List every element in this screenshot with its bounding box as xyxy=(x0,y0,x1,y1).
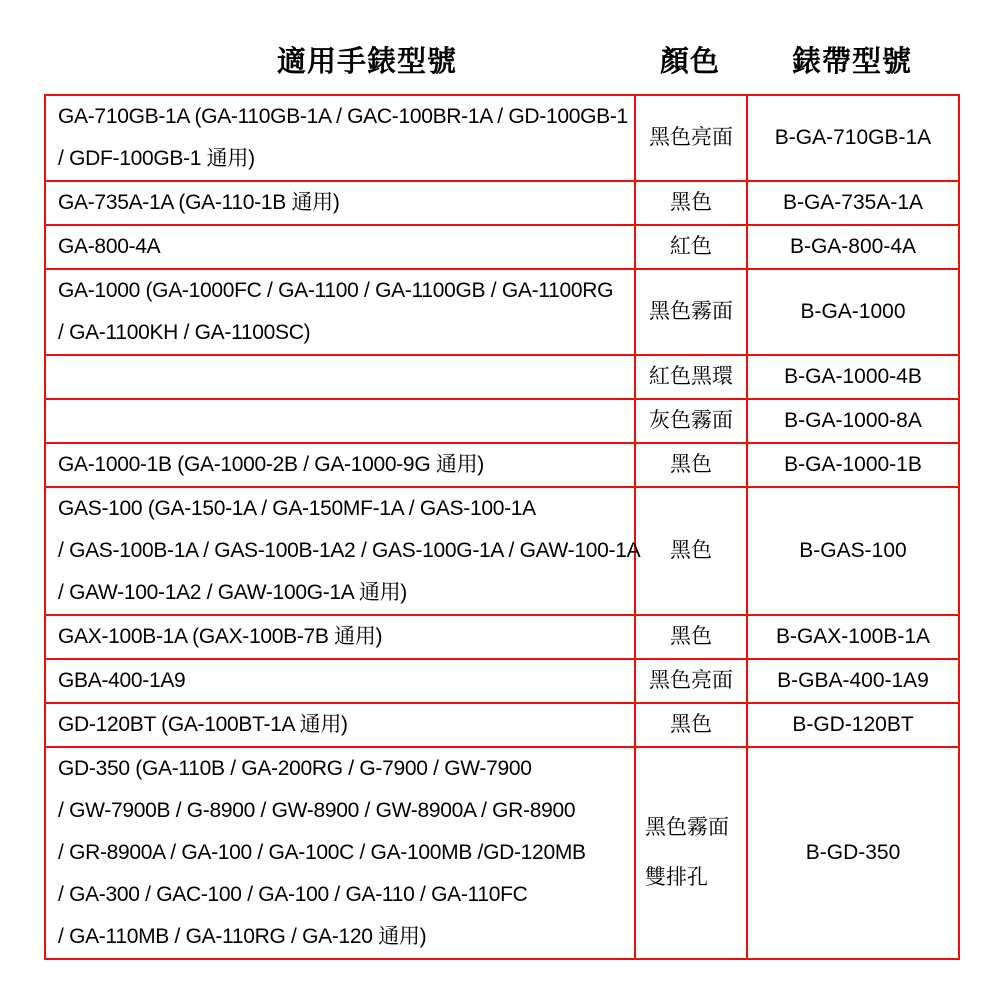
strap-cell: B-GA-1000-4B xyxy=(747,355,959,399)
table-row xyxy=(45,747,959,959)
model-line: GA-710GB-1A (GA-110GB-1A / GAC-100BR-1A / GD-100GB-1 xyxy=(58,105,628,128)
color-cell xyxy=(635,225,747,269)
color-cell xyxy=(635,747,747,959)
model-line: GAX-100B-1A (GAX-100B-7B 通用) xyxy=(58,625,383,648)
table-row xyxy=(45,703,959,747)
table-body xyxy=(45,95,959,959)
strap-cell: B-GD-120BT xyxy=(747,703,959,747)
models-cell xyxy=(45,615,635,659)
models-cell xyxy=(45,225,635,269)
spec-table xyxy=(44,94,960,960)
color-line: 黑色霧面 xyxy=(649,300,733,323)
models-cell xyxy=(45,399,635,443)
color-cell xyxy=(635,443,747,487)
models-cell xyxy=(45,487,641,615)
table-row xyxy=(45,181,959,225)
color-line: 黑色霧面 xyxy=(645,816,729,839)
color-cell xyxy=(635,615,747,659)
models-cell xyxy=(45,269,635,355)
table-row xyxy=(45,659,959,703)
model-line: GD-350 (GA-110B / GA-200RG / G-7900 / GW-7900 xyxy=(58,757,532,780)
strap-cell: B-GA-710GB-1A xyxy=(747,95,959,181)
model-line: / GA-300 / GAC-100 / GA-100 / GA-110 / GA-110FC xyxy=(58,883,528,906)
table-row xyxy=(45,443,959,487)
table-header xyxy=(44,34,1000,84)
model-line: / GW-7900B / G-8900 / GW-8900 / GW-8900A / GR-8900 xyxy=(58,799,576,822)
color-line: 紅色黑環 xyxy=(649,365,733,388)
table-row xyxy=(45,225,959,269)
strap-cell: B-GA-735A-1A xyxy=(747,181,959,225)
models-cell xyxy=(45,95,635,181)
color-line: 黑色 xyxy=(670,191,712,214)
header-models-label: 適用手錶型號 xyxy=(276,45,457,78)
color-line: 黑色 xyxy=(670,539,712,562)
color-line: 黑色 xyxy=(670,625,712,648)
strap-cell: B-GAS-100 xyxy=(747,487,959,615)
color-line: 黑色亮面 xyxy=(649,669,733,692)
color-cell xyxy=(635,703,747,747)
strap-cell: B-GBA-400-1A9 xyxy=(747,659,959,703)
color-line: 紅色 xyxy=(670,235,712,258)
model-line: / GA-1100KH / GA-1100SC) xyxy=(58,321,311,344)
strap-cell: B-GA-1000-8A xyxy=(747,399,959,443)
model-line: GA-735A-1A (GA-110-1B 通用) xyxy=(58,191,340,214)
models-cell xyxy=(45,181,635,225)
strap-cell: B-GD-350 xyxy=(747,747,959,959)
model-line: GD-120BT (GA-100BT-1A 通用) xyxy=(58,713,348,736)
model-line: GA-1000 (GA-1000FC / GA-1100 / GA-1100GB / GA-1100RG xyxy=(58,279,614,302)
color-line: 雙排孔 xyxy=(645,866,708,889)
models-cell xyxy=(45,747,635,959)
color-cell xyxy=(635,659,747,703)
header-color-label: 顏色 xyxy=(659,45,720,78)
color-cell xyxy=(635,487,747,615)
strap-cell: B-GA-1000 xyxy=(747,269,959,355)
header-strap-label: 錶帶型號 xyxy=(791,45,912,78)
color-line: 黑色 xyxy=(670,713,712,736)
model-line: GAS-100 (GA-150-1A / GA-150MF-1A / GAS-100-1A xyxy=(58,497,536,520)
color-cell xyxy=(635,95,747,181)
model-line: / GAS-100B-1A / GAS-100B-1A2 / GAS-100G-1A / GAW-100-1A xyxy=(58,539,641,562)
model-line: GA-1000-1B (GA-1000-2B / GA-1000-9G 通用) xyxy=(58,453,484,476)
color-cell xyxy=(635,355,747,399)
table-row xyxy=(45,95,959,181)
models-cell xyxy=(45,659,635,703)
model-line: GBA-400-1A9 xyxy=(58,669,186,692)
strap-cell: B-GAX-100B-1A xyxy=(747,615,959,659)
color-cell xyxy=(635,269,747,355)
model-line: / GDF-100GB-1 通用) xyxy=(58,147,255,170)
color-line: 黑色亮面 xyxy=(649,126,733,149)
color-line: 黑色 xyxy=(670,453,712,476)
table-row xyxy=(45,269,959,355)
table-row xyxy=(45,615,959,659)
model-line: / GAW-100-1A2 / GAW-100G-1A 通用) xyxy=(58,581,407,604)
model-line: / GA-110MB / GA-110RG / GA-120 通用) xyxy=(58,925,427,948)
table-row xyxy=(45,487,959,615)
model-line: GA-800-4A xyxy=(58,235,161,258)
table-row xyxy=(45,355,959,399)
color-cell xyxy=(635,181,747,225)
strap-cell: B-GA-1000-1B xyxy=(747,443,959,487)
models-cell xyxy=(45,703,635,747)
models-cell xyxy=(45,443,635,487)
color-line: 灰色霧面 xyxy=(649,409,733,432)
models-cell xyxy=(45,355,635,399)
color-cell xyxy=(635,399,747,443)
table-row xyxy=(45,399,959,443)
model-line: / GR-8900A / GA-100 / GA-100C / GA-100MB /GD-120MB xyxy=(58,841,586,864)
strap-cell: B-GA-800-4A xyxy=(747,225,959,269)
